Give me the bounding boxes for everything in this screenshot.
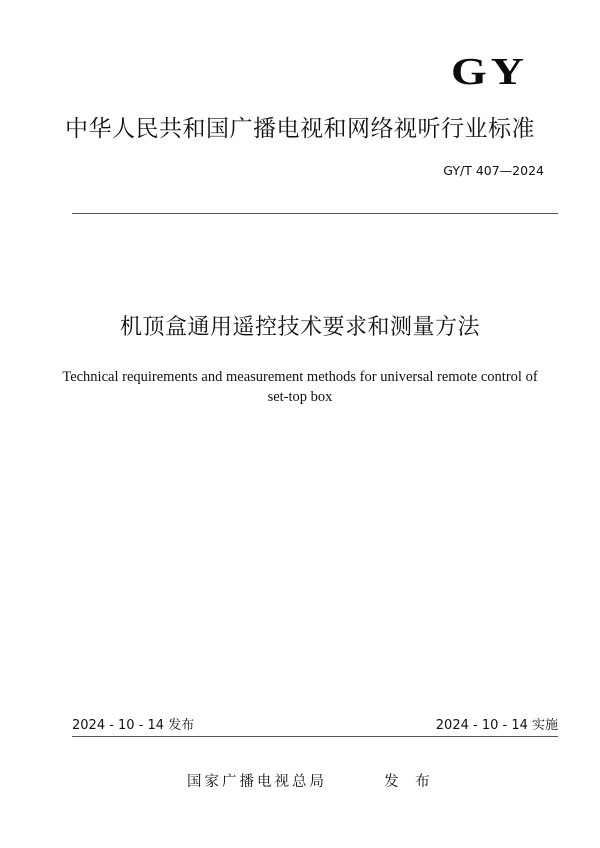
implementation-date: 2024 - 10 - 14 实施 [435, 718, 558, 733]
bottom-divider [72, 736, 558, 737]
industry-standard-heading: 中华人民共和国广播电视和网络视听行业标准 [65, 116, 535, 142]
document-title-zh: 机顶盒通用遥控技术要求和测量方法 [119, 315, 480, 340]
top-divider [72, 213, 558, 214]
document-title-en-line1: Technical requirements and measurement methods for universal remote control of [62, 369, 538, 385]
publish-date: 2024 - 10 - 14 发布 [72, 718, 195, 733]
standard-code: GY/T 407—2024 [443, 163, 544, 178]
document-title-en [50, 367, 550, 407]
gy-logo: GY [451, 50, 528, 93]
issuing-authority: 国家广播电视总局 [187, 774, 327, 790]
issue-label: 发 布 [384, 774, 436, 790]
document-title-en-line2: set-top box [267, 389, 333, 405]
